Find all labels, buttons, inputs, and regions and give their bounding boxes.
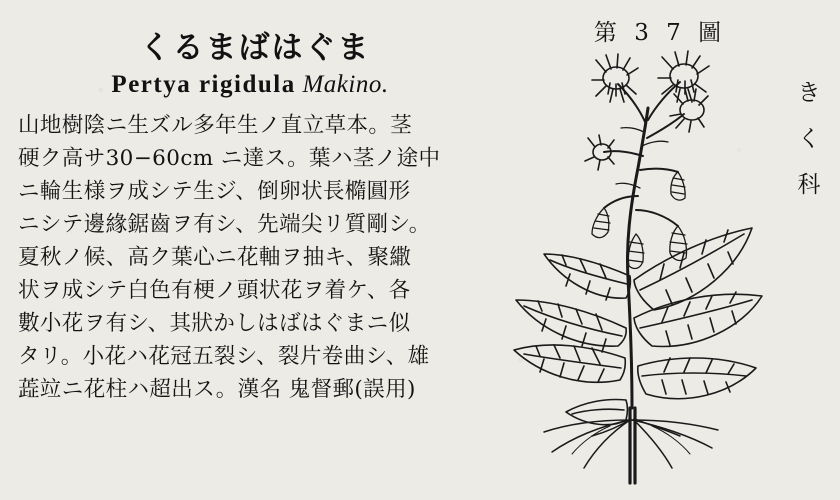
body-text xyxy=(18,109,482,406)
body-line: 蕋竝ニ花柱ハ超出ス。漢名 鬼督郵(誤用) xyxy=(18,377,416,402)
body-line: 硬ク高サ30−60cm ニ達ス。葉ハ茎ノ途中 xyxy=(18,146,441,171)
scientific-name xyxy=(18,71,482,99)
botanical-drawing-icon xyxy=(480,28,800,498)
body-line: 山地樹陰ニ生ズル多年生ノ直立草本。茎 xyxy=(18,113,413,138)
author-citation: Makino. xyxy=(302,71,389,98)
body-line: タリ。小花ハ花冠五裂シ、裂片卷曲シ、雄 xyxy=(18,344,430,369)
body-line: 夏秋ノ候、高ク葉心ニ花軸ヲ抽キ、聚繖 xyxy=(18,245,412,270)
body-line: 數小花ヲ有シ、其狀かしはばはぐまニ似 xyxy=(18,311,411,336)
page-title: くるまばはぐま xyxy=(139,30,371,66)
genus-species: Pertya rigidula xyxy=(111,71,296,98)
family-side-label: きく科 xyxy=(797,80,821,198)
plant-illustration xyxy=(480,28,800,498)
figure-caption: 第 3 7 圖 xyxy=(593,20,727,46)
body-line: 状ヲ成シテ白色有梗ノ頭状花ヲ着ケ、各 xyxy=(18,278,411,303)
body-line: ニシテ邊緣鋸齒ヲ有シ、先端尖リ質剛シ。 xyxy=(18,212,431,237)
body-line: ニ輪生様ヲ成シテ生ジ、倒卵状長橢圓形 xyxy=(18,179,411,204)
